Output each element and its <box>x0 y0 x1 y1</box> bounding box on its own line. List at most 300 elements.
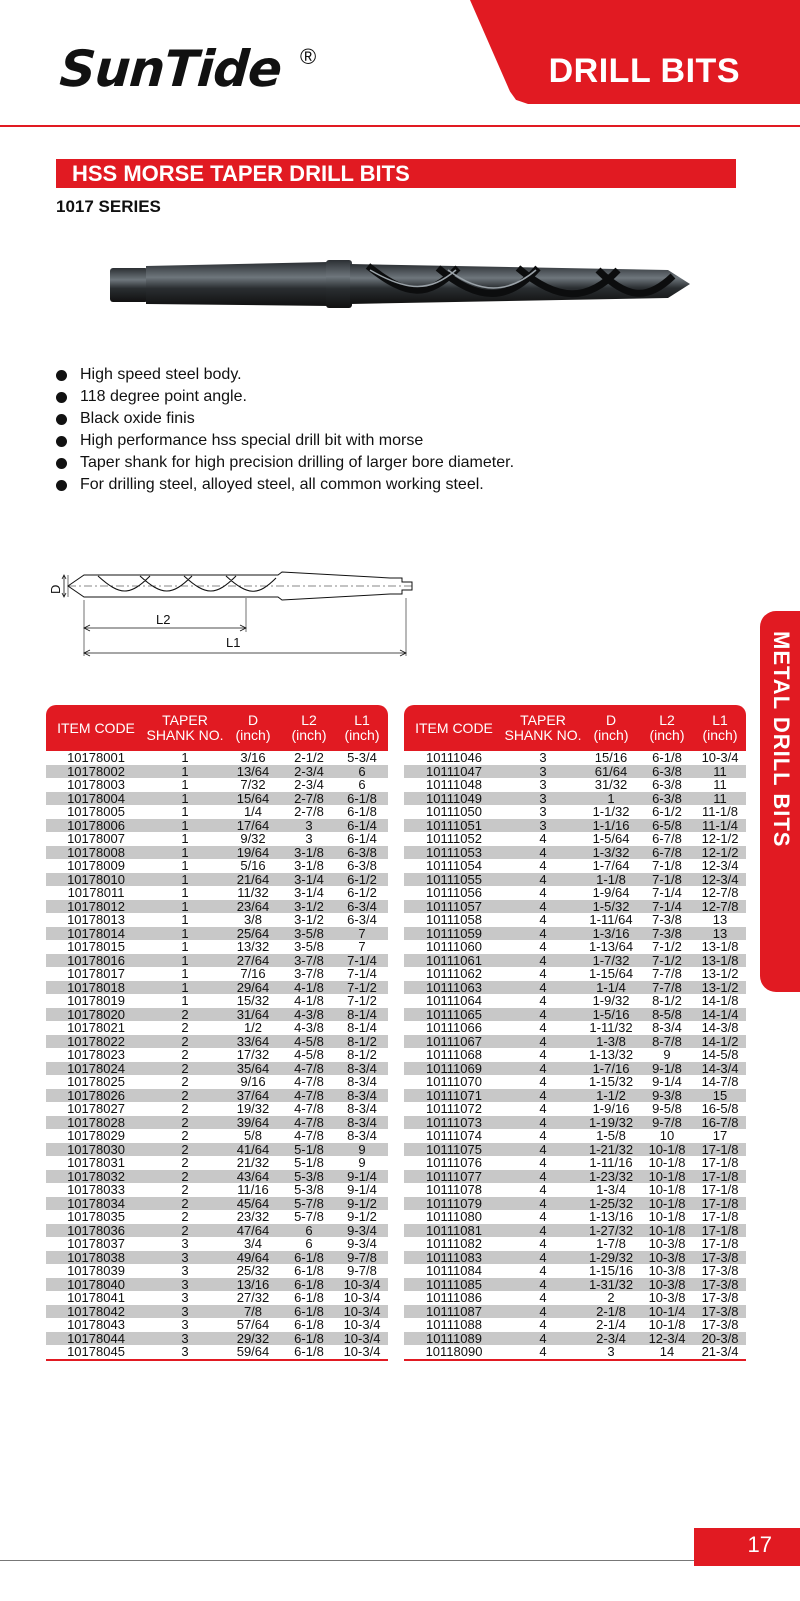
cell-d: 1-1/2 <box>596 1087 626 1103</box>
brand-logo <box>57 40 317 120</box>
cell-l1: 6-1/2 <box>347 885 377 900</box>
cell-l2: 6-1/2 <box>652 804 682 819</box>
cell-d: 1-5/32 <box>592 898 630 914</box>
cell-taper-shank: 4 <box>539 1182 547 1197</box>
bullet-icon <box>56 480 67 491</box>
table-row <box>46 1035 388 1049</box>
table-row <box>46 981 388 995</box>
cell-item-code: 10178043 <box>67 1317 125 1332</box>
table-row <box>404 751 746 765</box>
cell-l1: 8-1/4 <box>347 1020 377 1035</box>
page-number: 17 <box>747 1532 772 1557</box>
cell-l1: 17-3/8 <box>701 1317 739 1332</box>
cell-l1: 14-3/8 <box>701 1020 739 1035</box>
l2-dimension-label: L2 <box>156 612 171 627</box>
cell-l2: 9-5/8 <box>652 1101 682 1116</box>
cell-l1: 17-1/8 <box>701 1222 739 1238</box>
cell-l2: 9 <box>663 1047 671 1062</box>
side-tab-label: METAL DRILL BITS <box>769 631 794 848</box>
cell-l2: 6-1/8 <box>294 1249 324 1265</box>
cell-l1: 6-1/4 <box>347 831 377 846</box>
cell-taper-shank: 4 <box>539 1195 547 1211</box>
bullet-icon <box>56 458 67 469</box>
cell-l2: 2-7/8 <box>294 804 324 819</box>
cell-l1: 9 <box>358 1141 366 1157</box>
cell-item-code: 10178024 <box>67 1060 125 1076</box>
feature-item: Black oxide finis <box>56 408 514 430</box>
table-row <box>46 1345 388 1359</box>
cell-item-code: 10178010 <box>67 871 125 887</box>
cell-l2: 8-5/8 <box>652 1006 682 1022</box>
cell-l2: 6-3/8 <box>652 790 682 806</box>
cell-l1: 15 <box>712 1087 728 1103</box>
cell-taper-shank: 4 <box>539 871 547 887</box>
cell-d: 1-27/32 <box>588 1222 634 1238</box>
cell-l2: 9-1/4 <box>652 1074 682 1089</box>
cell-item-code: 10111055 <box>426 871 482 887</box>
cell-l1: 7-1/2 <box>347 979 377 995</box>
cell-taper-shank: 4 <box>539 1330 547 1346</box>
cell-item-code: 10178042 <box>67 1303 125 1319</box>
cell-item-code: 10178009 <box>67 858 125 873</box>
cell-d: 2-1/8 <box>596 1303 626 1319</box>
cell-taper-shank: 3 <box>181 1249 189 1265</box>
cell-l1: 6 <box>358 777 366 792</box>
cell-d: 13/32 <box>236 939 270 954</box>
cell-taper-shank: 4 <box>539 1155 547 1170</box>
cell-l1: 12-1/2 <box>701 844 739 860</box>
table-row <box>46 1048 388 1062</box>
cell-item-code: 10178013 <box>67 912 125 927</box>
cell-l2: 2-3/4 <box>294 777 324 792</box>
cell-l1: 6-3/4 <box>347 898 377 914</box>
cell-l1: 20-3/8 <box>701 1330 739 1346</box>
cell-d: 1-29/32 <box>588 1249 634 1265</box>
cell-l2: 3-7/8 <box>294 952 324 968</box>
cell-l1: 16-7/8 <box>701 1114 739 1130</box>
table-row <box>46 1318 388 1332</box>
cell-item-code: 10178019 <box>67 993 125 1008</box>
cell-d: 15/32 <box>236 993 270 1008</box>
table-row <box>404 1170 746 1184</box>
cell-taper-shank: 1 <box>181 993 189 1008</box>
cell-d: 1-3/16 <box>592 925 630 941</box>
table-row <box>46 967 388 981</box>
cell-l2: 7-1/8 <box>652 871 682 887</box>
cell-item-code: 10178018 <box>67 979 125 995</box>
cell-d: 1-1/32 <box>592 804 630 819</box>
bullet-icon <box>56 414 67 425</box>
table-row <box>404 1008 746 1022</box>
cell-d: 27/32 <box>236 1290 270 1305</box>
table-row <box>404 1291 746 1305</box>
cell-item-code: 10111089 <box>426 1330 482 1346</box>
feature-item: Taper shank for high precision drilling of larger bore diameter. <box>56 452 514 474</box>
cell-l2: 6-1/8 <box>294 1303 324 1319</box>
cell-taper-shank: 4 <box>539 898 547 914</box>
table-row <box>404 1035 746 1049</box>
cell-l2: 6-3/8 <box>652 777 682 792</box>
cell-item-code: 10111076 <box>426 1155 482 1170</box>
cell-taper-shank: 1 <box>181 898 189 914</box>
cell-item-code: 10111080 <box>426 1209 482 1224</box>
cell-l1: 10-3/4 <box>343 1303 381 1319</box>
cell-item-code: 10178037 <box>67 1236 125 1251</box>
table-row <box>46 1183 388 1197</box>
cell-l2: 10-1/8 <box>648 1168 686 1184</box>
spec-table-left <box>46 705 388 1361</box>
table-row <box>46 940 388 954</box>
cell-item-code: 10111069 <box>426 1060 482 1076</box>
cell-taper-shank: 3 <box>181 1236 189 1251</box>
cell-l1: 13-1/2 <box>701 966 739 981</box>
cell-l1: 17-3/8 <box>701 1290 739 1305</box>
cell-l2: 9-1/8 <box>652 1060 682 1076</box>
table-row <box>46 1143 388 1157</box>
cell-l2: 6-1/8 <box>294 1263 324 1278</box>
cell-item-code: 10178033 <box>67 1182 125 1197</box>
cell-taper-shank: 2 <box>181 1209 189 1224</box>
cell-taper-shank: 1 <box>181 925 189 941</box>
cell-taper-shank: 4 <box>539 1060 547 1076</box>
cell-d: 1-11/32 <box>589 1020 633 1035</box>
table-row <box>46 1278 388 1292</box>
table-row <box>46 859 388 873</box>
cell-item-code: 10111077 <box>426 1168 482 1184</box>
cell-item-code: 10111056 <box>426 885 482 900</box>
cell-item-code: 10178015 <box>67 939 125 954</box>
cell-l1: 8-1/2 <box>347 1047 377 1062</box>
cell-l1: 14-1/8 <box>701 993 739 1008</box>
cell-l2: 12-3/4 <box>648 1330 686 1346</box>
cell-d: 1 <box>607 790 615 806</box>
cell-l1: 21-3/4 <box>701 1344 739 1359</box>
cell-item-code: 10111081 <box>426 1222 482 1238</box>
table-row <box>46 1197 388 1211</box>
cell-l2: 8-7/8 <box>652 1033 682 1049</box>
cell-l1: 13 <box>712 912 728 927</box>
table-row <box>404 1237 746 1251</box>
cell-l1: 14-5/8 <box>701 1047 739 1062</box>
cell-d: 1-1/4 <box>596 979 626 995</box>
cell-d: 7/8 <box>243 1303 263 1319</box>
cell-item-code: 10111084 <box>426 1263 482 1278</box>
cell-l2: 6-1/8 <box>294 1344 324 1359</box>
cell-item-code: 10111070 <box>426 1074 482 1089</box>
cell-l1: 12-7/8 <box>701 885 739 900</box>
cell-l1: 8-1/4 <box>347 1006 377 1022</box>
cell-taper-shank: 3 <box>181 1330 189 1346</box>
table-row <box>404 1197 746 1211</box>
cell-item-code: 10178041 <box>67 1290 125 1305</box>
cell-taper-shank: 3 <box>181 1290 189 1305</box>
cell-l2: 5-7/8 <box>294 1195 324 1211</box>
cell-taper-shank: 1 <box>181 750 189 765</box>
cell-taper-shank: 1 <box>181 966 189 981</box>
table-row <box>46 1062 388 1076</box>
cell-d: 2-3/4 <box>596 1330 626 1346</box>
cell-l2: 10-3/8 <box>648 1290 686 1305</box>
cell-l1: 6-3/8 <box>347 858 377 873</box>
cell-item-code: 10111062 <box>426 966 482 981</box>
cell-taper-shank: 4 <box>539 952 547 968</box>
cell-taper-shank: 4 <box>539 1141 547 1157</box>
cell-l1: 8-3/4 <box>347 1074 377 1089</box>
cell-l1: 10-3/4 <box>343 1344 381 1359</box>
cell-taper-shank: 4 <box>539 1209 547 1224</box>
cell-item-code: 10111047 <box>426 763 482 779</box>
table-row <box>404 913 746 927</box>
series-label: 1017 SERIES <box>56 197 161 216</box>
cell-l1: 9-1/4 <box>347 1182 377 1197</box>
cell-d: 17/32 <box>236 1047 270 1062</box>
feature-item: High performance hss special drill bit with morse <box>56 430 514 452</box>
cell-item-code: 10178008 <box>67 844 125 860</box>
cell-l2: 10 <box>659 1128 675 1143</box>
cell-item-code: 10111073 <box>426 1114 482 1130</box>
cell-l1: 17-3/8 <box>701 1249 739 1265</box>
cell-item-code: 10111052 <box>426 831 482 846</box>
cell-l2: 3-7/8 <box>294 966 324 981</box>
cell-l2: 3-1/4 <box>294 885 324 900</box>
cell-d: 61/64 <box>594 763 628 779</box>
cell-d: 1-13/32 <box>588 1047 634 1062</box>
cell-d: 9/32 <box>240 831 266 846</box>
cell-l2: 10-1/8 <box>648 1155 686 1170</box>
cell-taper-shank: 1 <box>181 804 189 819</box>
cell-taper-shank: 1 <box>181 844 189 860</box>
cell-d: 1-15/16 <box>588 1263 634 1278</box>
cell-d: 57/64 <box>236 1317 270 1332</box>
cell-item-code: 10111088 <box>426 1317 482 1332</box>
cell-taper-shank: 3 <box>181 1344 189 1359</box>
cell-d: 23/64 <box>236 898 270 914</box>
cell-l2: 6-1/8 <box>652 750 682 765</box>
cell-l2: 3-1/2 <box>294 898 324 914</box>
cell-l2: 4-1/8 <box>294 979 324 995</box>
table-row <box>46 1008 388 1022</box>
cell-l1: 13-1/8 <box>701 952 739 968</box>
cell-taper-shank: 2 <box>181 1128 189 1143</box>
cell-l1: 14-7/8 <box>701 1074 739 1089</box>
cell-l1: 17-1/8 <box>701 1182 739 1197</box>
table-row <box>404 1264 746 1278</box>
cell-item-code: 10111086 <box>426 1290 482 1305</box>
cell-l2: 6-1/8 <box>294 1276 324 1292</box>
cell-l1: 17-1/8 <box>701 1141 739 1157</box>
cell-taper-shank: 4 <box>539 925 547 941</box>
table-row <box>404 900 746 914</box>
cell-item-code: 10178011 <box>67 885 125 900</box>
cell-l2: 2-1/2 <box>294 750 324 765</box>
cell-l1: 6-3/8 <box>347 844 377 860</box>
cell-d: 31/64 <box>236 1006 270 1022</box>
cell-d: 1-21/32 <box>588 1141 634 1157</box>
table-row <box>404 981 746 995</box>
cell-d: 1-1/16 <box>592 817 630 833</box>
cell-l1: 13-1/8 <box>701 939 739 954</box>
cell-taper-shank: 4 <box>539 1101 547 1116</box>
cell-d: 1-13/16 <box>588 1209 634 1224</box>
cell-d: 37/64 <box>236 1087 270 1103</box>
cell-item-code: 10178017 <box>67 966 125 981</box>
col-taper-shank: TAPER SHANK NO. <box>146 712 224 743</box>
cell-l1: 7-1/4 <box>347 966 377 981</box>
cell-d: 1-7/32 <box>592 952 630 968</box>
cell-taper-shank: 2 <box>181 1033 189 1049</box>
cell-taper-shank: 3 <box>539 804 547 819</box>
spec-table-right <box>404 705 746 1361</box>
cell-l1: 7-1/4 <box>347 952 377 968</box>
cell-item-code: 10178027 <box>67 1101 125 1116</box>
cell-l2: 6-7/8 <box>652 831 682 846</box>
cell-l1: 7-1/2 <box>347 993 377 1008</box>
cell-d: 1-7/8 <box>596 1236 626 1251</box>
cell-item-code: 10178044 <box>67 1330 125 1346</box>
feature-item: High speed steel body. <box>56 364 514 386</box>
cell-l2: 9-3/8 <box>652 1087 682 1103</box>
table-row <box>46 1332 388 1346</box>
table-row <box>404 1318 746 1332</box>
cell-item-code: 10111083 <box>426 1249 482 1265</box>
cell-l2: 10-3/8 <box>648 1276 686 1292</box>
cell-l1: 12-7/8 <box>701 898 739 914</box>
cell-d: 43/64 <box>236 1168 270 1184</box>
cell-taper-shank: 2 <box>181 1195 189 1211</box>
table-row <box>404 1116 746 1130</box>
cell-l1: 10-3/4 <box>343 1330 381 1346</box>
cell-item-code: 10178045 <box>67 1344 125 1359</box>
cell-item-code: 10178014 <box>67 925 125 941</box>
cell-item-code: 10111051 <box>426 817 482 833</box>
cell-taper-shank: 4 <box>539 1074 547 1089</box>
cell-l1: 17-1/8 <box>701 1168 739 1184</box>
cell-taper-shank: 2 <box>181 1060 189 1076</box>
cell-taper-shank: 4 <box>539 939 547 954</box>
table-row <box>46 927 388 941</box>
cell-taper-shank: 4 <box>539 1087 547 1103</box>
cell-l2: 6 <box>305 1236 313 1251</box>
col-d: D (inch) <box>235 712 271 743</box>
cell-taper-shank: 3 <box>539 817 547 833</box>
feature-item: 118 degree point angle. <box>56 386 514 408</box>
cell-item-code: 10178002 <box>67 763 125 779</box>
cell-l2: 3-1/8 <box>294 844 324 860</box>
table-row <box>46 1305 388 1319</box>
cell-item-code: 10178016 <box>67 952 125 968</box>
cell-d: 1-19/32 <box>588 1114 634 1130</box>
cell-taper-shank: 2 <box>181 1087 189 1103</box>
table-row <box>46 900 388 914</box>
table-row <box>404 967 746 981</box>
cell-d: 1-31/32 <box>588 1276 634 1292</box>
d-dimension-label: D <box>48 584 63 594</box>
cell-l1: 8-3/4 <box>347 1128 377 1143</box>
cell-item-code: 10178004 <box>67 790 125 806</box>
cell-taper-shank: 4 <box>539 885 547 900</box>
table-row <box>46 805 388 819</box>
cell-taper-shank: 1 <box>181 979 189 995</box>
cell-item-code: 10111048 <box>426 777 482 792</box>
cell-d: 1-5/8 <box>596 1128 626 1143</box>
cell-taper-shank: 1 <box>181 939 189 954</box>
cell-d: 1-9/64 <box>592 885 630 900</box>
cell-taper-shank: 4 <box>539 993 547 1008</box>
table-row <box>46 765 388 779</box>
cell-l2: 4-7/8 <box>294 1060 324 1076</box>
cell-l1: 9 <box>358 1155 366 1170</box>
table-row <box>404 1021 746 1035</box>
table-body <box>46 751 388 1359</box>
table-row <box>46 1021 388 1035</box>
table-row <box>404 1210 746 1224</box>
cell-d: 1-15/32 <box>588 1074 634 1089</box>
table-row <box>46 792 388 806</box>
cell-d: 1-7/16 <box>592 1060 630 1076</box>
table-row <box>46 873 388 887</box>
cell-l2: 7-1/2 <box>652 952 682 968</box>
cell-taper-shank: 1 <box>181 777 189 792</box>
cell-taper-shank: 4 <box>539 1344 547 1359</box>
cell-d: 1-9/32 <box>592 993 630 1008</box>
cell-l2: 6 <box>305 1222 313 1238</box>
cell-item-code: 10111071 <box>426 1087 482 1103</box>
cell-l2: 10-3/8 <box>648 1236 686 1251</box>
cell-l1: 6-1/8 <box>347 804 377 819</box>
header-title: DRILL BITS <box>548 52 740 90</box>
brand-name: SunTide <box>57 40 284 98</box>
cell-l1: 13 <box>712 925 728 941</box>
cell-l1: 6-1/8 <box>347 790 377 806</box>
cell-l2: 6-1/8 <box>294 1317 324 1332</box>
cell-item-code: 10178029 <box>67 1128 125 1143</box>
cell-taper-shank: 4 <box>539 912 547 927</box>
cell-l1: 11 <box>713 777 727 792</box>
cell-taper-shank: 2 <box>181 1006 189 1022</box>
table-row <box>404 1156 746 1170</box>
cell-l2: 4-5/8 <box>294 1033 324 1049</box>
cell-d: 1-7/64 <box>592 858 630 873</box>
cell-l2: 7-1/4 <box>652 885 682 900</box>
cell-item-code: 10111060 <box>426 939 482 954</box>
table-row <box>404 792 746 806</box>
cell-d: 13/64 <box>236 763 270 779</box>
cell-l2: 3-1/4 <box>294 871 324 887</box>
cell-item-code: 10111053 <box>426 844 482 860</box>
cell-taper-shank: 3 <box>539 750 547 765</box>
table-row <box>46 832 388 846</box>
table-row <box>404 778 746 792</box>
cell-d: 7/32 <box>240 777 266 792</box>
cell-item-code: 10178022 <box>67 1033 125 1049</box>
cell-l1: 8-3/4 <box>347 1060 377 1076</box>
table-row <box>46 1210 388 1224</box>
cell-item-code: 10178023 <box>67 1047 125 1062</box>
cell-taper-shank: 3 <box>539 763 547 779</box>
cell-d: 25/32 <box>236 1263 270 1278</box>
cell-l2: 5-1/8 <box>294 1155 324 1170</box>
cell-taper-shank: 4 <box>539 1276 547 1292</box>
cell-d: 17/64 <box>236 817 270 833</box>
cell-l1: 10-3/4 <box>701 750 739 765</box>
table-row <box>404 1048 746 1062</box>
table-row <box>404 1183 746 1197</box>
cell-l1: 9-1/4 <box>347 1168 377 1184</box>
cell-l2: 3-1/8 <box>294 858 324 873</box>
table-row <box>46 1075 388 1089</box>
cell-l1: 8-1/2 <box>347 1033 377 1049</box>
cell-l2: 4-7/8 <box>294 1087 324 1103</box>
